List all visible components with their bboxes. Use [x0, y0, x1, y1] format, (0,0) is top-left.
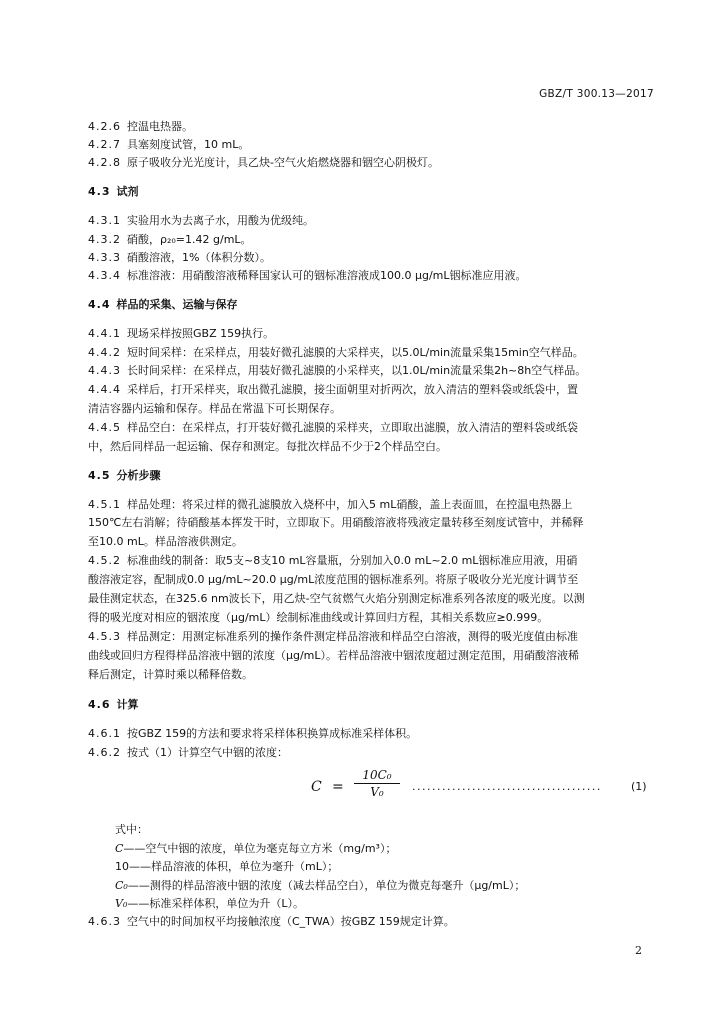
- clause-4-3-4: 4.3.4 标准溶液：用硝酸溶液稀释国家认可的铟标准溶液成100.0 μg/mL铟标准应用液。: [88, 269, 527, 282]
- clause-4-3-3: 4.3.3 硝酸溶液，1%（体积分数）。: [88, 251, 271, 264]
- clause-4-5-1-cont2: 至10.0 mL。样品溶液供测定。: [88, 535, 243, 548]
- formula-denominator: V₀: [370, 785, 384, 799]
- clause-4-3-2: 4.3.2 硝酸，ρ₂₀=1.42 g/mL。: [88, 233, 252, 246]
- section-4-5-heading: 4.5 分析步骤: [88, 469, 161, 482]
- formula-label: (1): [631, 780, 647, 793]
- clause-4-5-3: 4.5.3 样品测定：用测定标准系列的操作条件测定样品溶液和样品空白溶液，测得的吸光度值由标准: [88, 630, 578, 643]
- clause-4-2-7: 4.2.7 具塞刻度试管，10 mL。: [88, 138, 250, 151]
- clause-4-5-3-cont2: 释后测定，计算时乘以稀释倍数。: [88, 668, 253, 681]
- formula-leader-dots: ......................................: [412, 780, 602, 793]
- clause-4-6-3: 4.6.3 空气中的时间加权平均接触浓度（C_TWA）按GBZ 159规定计算。: [88, 915, 455, 928]
- clause-4-5-3-cont1: 曲线或回归方程得样品溶液中铟的浓度（μg/mL）。若样品溶液中铟浓度超过测定范围，用硝酸溶液稀: [88, 649, 580, 662]
- clause-4-5-2-cont1: 酸溶液定容，配制成0.0 μg/mL~20.0 μg/mL浓度范围的铟标准系列。将原子吸收分光光度计调节至: [88, 573, 579, 586]
- clause-4-3-1: 4.3.1 实验用水为去离子水，用酸为优级纯。: [88, 214, 314, 227]
- clause-4-4-1: 4.4.1 现场采样按照GBZ 159执行。: [88, 327, 275, 340]
- clause-4-4-5-cont: 中，然后同样品一起运输、保存和测定。每批次样品不少于2个样品空白。: [88, 440, 447, 453]
- clause-4-2-6: 4.2.6 控温电热器。: [88, 120, 193, 133]
- section-4-3-heading: 4.3 试剂: [88, 185, 139, 198]
- where-intro: 式中：: [115, 823, 148, 836]
- clause-4-5-2-cont3: 得的吸光度对相应的铟浓度（μg/mL）绘制标准曲线或计算回归方程，其相关系数应≥0.999。: [88, 611, 549, 624]
- clause-4-6-2: 4.6.2 按式（1）计算空气中铟的浓度：: [88, 746, 288, 759]
- clause-4-5-1-cont1: 150℃左右消解；待硝酸基本挥发干时，立即取下。用硝酸溶液将残液定量转移至刻度试管中，并稀释: [88, 516, 584, 529]
- standard-code-header: GBZ/T 300.13—2017: [539, 88, 654, 100]
- def-c0: C₀——测得的样品溶液中铟的浓度（减去样品空白），单位为微克每毫升（μg/mL）；: [115, 879, 526, 892]
- clause-4-4-4: 4.4.4 采样后，打开采样夹，取出微孔滤膜，接尘面朝里对折两次，放入清洁的塑料袋或纸袋中，置: [88, 383, 578, 396]
- formula-equals: =: [332, 779, 344, 795]
- clause-4-5-1: 4.5.1 样品处理：将采过样的微孔滤膜放入烧杯中，加入5 mL硝酸，盖上表面皿，在控温电热器上: [88, 498, 573, 511]
- formula-numerator: 10C₀: [354, 768, 400, 784]
- clause-4-5-2-cont2: 最佳测定状态，在325.6 nm波长下，用乙炔-空气贫燃气火焰分别测定标准系列各浓度的吸光度。以测: [88, 592, 585, 605]
- clause-4-2-8: 4.2.8 原子吸收分光光度计，具乙炔-空气火焰燃烧器和铟空心阴极灯。: [88, 156, 439, 169]
- formula-lhs: C: [311, 779, 322, 795]
- def-10: 10——样品溶液的体积，单位为毫升（mL）；: [115, 860, 339, 873]
- clause-4-4-2: 4.4.2 短时间采样：在采样点，用装好微孔滤膜的大采样夹，以5.0L/min流量采集15min空气样品。: [88, 346, 584, 359]
- formula-fraction: [354, 768, 400, 799]
- def-c: C——空气中铟的浓度，单位为毫克每立方米（mg/m³）；: [115, 842, 397, 855]
- clause-4-6-1: 4.6.1 按GBZ 159的方法和要求将采样体积换算成标准采样体积。: [88, 727, 418, 740]
- clause-4-4-5: 4.4.5 样品空白：在采样点，打开装好微孔滤膜的采样夹，立即取出滤膜，放入清洁的塑料袋或纸袋: [88, 421, 578, 434]
- clause-4-5-2: 4.5.2 标准曲线的制备：取5支~8支10 mL容量瓶，分别加入0.0 mL~2.0 mL铟标准应用液，用硝: [88, 554, 578, 567]
- section-4-6-heading: 4.6 计算: [88, 698, 139, 711]
- section-4-4-heading: 4.4 样品的采集、运输与保存: [88, 298, 238, 311]
- clause-4-4-4-cont: 清洁容器内运输和保存。样品在常温下可长期保存。: [88, 402, 341, 415]
- clause-4-4-3: 4.4.3 长时间采样：在采样点，用装好微孔滤膜的小采样夹，以1.0L/min流量采集2h~8h空气样品。: [88, 364, 587, 377]
- def-v0: V₀——标准采样体积，单位为升（L）。: [115, 897, 304, 910]
- page-number: 2: [635, 944, 642, 957]
